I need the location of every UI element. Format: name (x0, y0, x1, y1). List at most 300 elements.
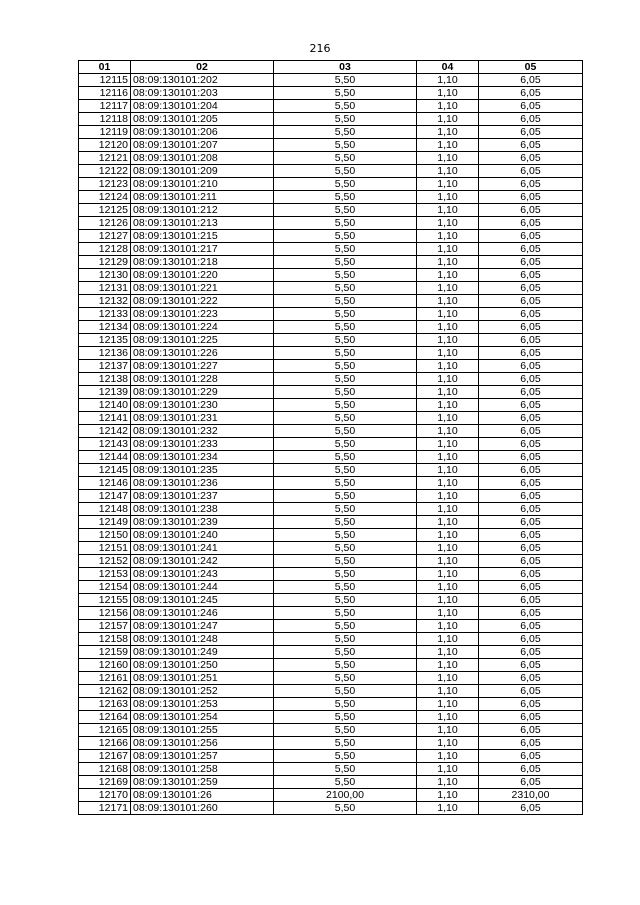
cadastral-number-cell: 08:09:130101:240 (131, 529, 274, 542)
cadastral-number-cell: 08:09:130101:231 (131, 412, 274, 425)
value-05-cell: 6,05 (479, 87, 583, 100)
value-04-cell: 1,10 (417, 646, 479, 659)
data-table (78, 60, 583, 815)
value-05-cell: 6,05 (479, 698, 583, 711)
cadastral-number-cell: 08:09:130101:252 (131, 685, 274, 698)
value-03-cell: 5,50 (274, 607, 417, 620)
cadastral-number-cell: 08:09:130101:253 (131, 698, 274, 711)
value-04-cell: 1,10 (417, 763, 479, 776)
value-05-cell: 6,05 (479, 659, 583, 672)
cadastral-number-cell: 08:09:130101:227 (131, 360, 274, 373)
value-03-cell: 2100,00 (274, 789, 417, 802)
value-04-cell: 1,10 (417, 737, 479, 750)
row-number-cell: 12120 (79, 139, 131, 152)
value-03-cell: 5,50 (274, 594, 417, 607)
value-05-cell: 6,05 (479, 672, 583, 685)
cadastral-number-cell: 08:09:130101:220 (131, 269, 274, 282)
cadastral-number-cell: 08:09:130101:229 (131, 386, 274, 399)
table-row (79, 802, 583, 815)
table-row (79, 724, 583, 737)
value-03-cell: 5,50 (274, 126, 417, 139)
cadastral-number-cell: 08:09:130101:228 (131, 373, 274, 386)
row-number-cell: 12147 (79, 490, 131, 503)
value-04-cell: 1,10 (417, 87, 479, 100)
value-03-cell: 5,50 (274, 113, 417, 126)
cadastral-number-cell: 08:09:130101:26 (131, 789, 274, 802)
value-04-cell: 1,10 (417, 607, 479, 620)
value-05-cell: 6,05 (479, 581, 583, 594)
value-05-cell: 6,05 (479, 555, 583, 568)
value-05-cell: 6,05 (479, 321, 583, 334)
value-05-cell: 6,05 (479, 750, 583, 763)
value-03-cell: 5,50 (274, 295, 417, 308)
value-05-cell: 6,05 (479, 711, 583, 724)
table-row (79, 789, 583, 802)
value-05-cell: 6,05 (479, 308, 583, 321)
table-row (79, 776, 583, 789)
value-05-cell: 6,05 (479, 74, 583, 87)
header-row (79, 61, 583, 74)
cadastral-number-cell: 08:09:130101:250 (131, 659, 274, 672)
table-row (79, 581, 583, 594)
table-row (79, 386, 583, 399)
value-04-cell: 1,10 (417, 295, 479, 308)
value-04-cell: 1,10 (417, 100, 479, 113)
table-row (79, 100, 583, 113)
row-number-cell: 12160 (79, 659, 131, 672)
value-03-cell: 5,50 (274, 438, 417, 451)
row-number-cell: 12136 (79, 347, 131, 360)
table-row (79, 698, 583, 711)
value-05-cell: 6,05 (479, 516, 583, 529)
row-number-cell: 12121 (79, 152, 131, 165)
table-row (79, 256, 583, 269)
table-body (79, 74, 583, 815)
value-05-cell: 6,05 (479, 399, 583, 412)
table-row (79, 568, 583, 581)
cadastral-number-cell: 08:09:130101:248 (131, 633, 274, 646)
table-row (79, 477, 583, 490)
value-03-cell: 5,50 (274, 737, 417, 750)
row-number-cell: 12126 (79, 217, 131, 230)
table-row (79, 646, 583, 659)
value-05-cell: 6,05 (479, 490, 583, 503)
value-03-cell: 5,50 (274, 698, 417, 711)
value-04-cell: 1,10 (417, 568, 479, 581)
value-05-cell: 6,05 (479, 295, 583, 308)
value-04-cell: 1,10 (417, 451, 479, 464)
value-04-cell: 1,10 (417, 152, 479, 165)
value-03-cell: 5,50 (274, 659, 417, 672)
value-04-cell: 1,10 (417, 555, 479, 568)
row-number-cell: 12164 (79, 711, 131, 724)
value-04-cell: 1,10 (417, 672, 479, 685)
value-05-cell: 6,05 (479, 503, 583, 516)
row-number-cell: 12146 (79, 477, 131, 490)
value-04-cell: 1,10 (417, 698, 479, 711)
row-number-cell: 12167 (79, 750, 131, 763)
cadastral-number-cell: 08:09:130101:221 (131, 282, 274, 295)
cadastral-number-cell: 08:09:130101:207 (131, 139, 274, 152)
value-04-cell: 1,10 (417, 74, 479, 87)
table-header (79, 61, 583, 74)
cadastral-number-cell: 08:09:130101:238 (131, 503, 274, 516)
value-05-cell: 6,05 (479, 100, 583, 113)
row-number-cell: 12163 (79, 698, 131, 711)
value-05-cell: 6,05 (479, 763, 583, 776)
cadastral-number-cell: 08:09:130101:233 (131, 438, 274, 451)
cadastral-number-cell: 08:09:130101:251 (131, 672, 274, 685)
column-header-03: 03 (274, 61, 417, 74)
value-05-cell: 6,05 (479, 178, 583, 191)
value-05-cell: 6,05 (479, 230, 583, 243)
value-03-cell: 5,50 (274, 256, 417, 269)
table-row (79, 607, 583, 620)
cadastral-number-cell: 08:09:130101:213 (131, 217, 274, 230)
value-04-cell: 1,10 (417, 516, 479, 529)
value-04-cell: 1,10 (417, 321, 479, 334)
row-number-cell: 12119 (79, 126, 131, 139)
row-number-cell: 12144 (79, 451, 131, 464)
value-05-cell: 6,05 (479, 256, 583, 269)
value-03-cell: 5,50 (274, 477, 417, 490)
value-04-cell: 1,10 (417, 529, 479, 542)
row-number-cell: 12128 (79, 243, 131, 256)
cadastral-number-cell: 08:09:130101:257 (131, 750, 274, 763)
table-row (79, 633, 583, 646)
column-header-01: 01 (79, 61, 131, 74)
value-05-cell: 6,05 (479, 204, 583, 217)
value-03-cell: 5,50 (274, 529, 417, 542)
value-05-cell: 6,05 (479, 126, 583, 139)
row-number-cell: 12138 (79, 373, 131, 386)
value-03-cell: 5,50 (274, 386, 417, 399)
value-04-cell: 1,10 (417, 256, 479, 269)
row-number-cell: 12139 (79, 386, 131, 399)
table-row (79, 659, 583, 672)
row-number-cell: 12152 (79, 555, 131, 568)
value-05-cell: 6,05 (479, 243, 583, 256)
cadastral-number-cell: 08:09:130101:202 (131, 74, 274, 87)
value-04-cell: 1,10 (417, 581, 479, 594)
cadastral-number-cell: 08:09:130101:254 (131, 711, 274, 724)
value-04-cell: 1,10 (417, 724, 479, 737)
table-row (79, 334, 583, 347)
table-row (79, 737, 583, 750)
value-04-cell: 1,10 (417, 360, 479, 373)
row-number-cell: 12140 (79, 399, 131, 412)
row-number-cell: 12127 (79, 230, 131, 243)
row-number-cell: 12124 (79, 191, 131, 204)
value-03-cell: 5,50 (274, 464, 417, 477)
value-03-cell: 5,50 (274, 282, 417, 295)
value-03-cell: 5,50 (274, 763, 417, 776)
value-04-cell: 1,10 (417, 282, 479, 295)
cadastral-number-cell: 08:09:130101:217 (131, 243, 274, 256)
row-number-cell: 12150 (79, 529, 131, 542)
value-04-cell: 1,10 (417, 126, 479, 139)
row-number-cell: 12129 (79, 256, 131, 269)
value-03-cell: 5,50 (274, 87, 417, 100)
row-number-cell: 12153 (79, 568, 131, 581)
cadastral-number-cell: 08:09:130101:222 (131, 295, 274, 308)
value-05-cell: 6,05 (479, 113, 583, 126)
table-row (79, 217, 583, 230)
cadastral-number-cell: 08:09:130101:242 (131, 555, 274, 568)
value-04-cell: 1,10 (417, 776, 479, 789)
value-05-cell: 6,05 (479, 685, 583, 698)
row-number-cell: 12118 (79, 113, 131, 126)
value-04-cell: 1,10 (417, 490, 479, 503)
value-03-cell: 5,50 (274, 204, 417, 217)
table-row (79, 711, 583, 724)
value-05-cell: 6,05 (479, 438, 583, 451)
value-03-cell: 5,50 (274, 711, 417, 724)
table-row (79, 87, 583, 100)
table-row (79, 126, 583, 139)
value-03-cell: 5,50 (274, 425, 417, 438)
value-03-cell: 5,50 (274, 74, 417, 87)
value-04-cell: 1,10 (417, 204, 479, 217)
column-header-02: 02 (131, 61, 274, 74)
cadastral-number-cell: 08:09:130101:237 (131, 490, 274, 503)
table-row (79, 620, 583, 633)
table-row (79, 594, 583, 607)
value-03-cell: 5,50 (274, 581, 417, 594)
value-04-cell: 1,10 (417, 685, 479, 698)
value-03-cell: 5,50 (274, 334, 417, 347)
cadastral-number-cell: 08:09:130101:204 (131, 100, 274, 113)
row-number-cell: 12151 (79, 542, 131, 555)
value-04-cell: 1,10 (417, 711, 479, 724)
row-number-cell: 12115 (79, 74, 131, 87)
value-03-cell: 5,50 (274, 620, 417, 633)
table-row (79, 516, 583, 529)
value-04-cell: 1,10 (417, 633, 479, 646)
value-03-cell: 5,50 (274, 360, 417, 373)
table-row (79, 360, 583, 373)
table-row (79, 503, 583, 516)
value-05-cell: 6,05 (479, 217, 583, 230)
table-row (79, 308, 583, 321)
value-03-cell: 5,50 (274, 724, 417, 737)
row-number-cell: 12116 (79, 87, 131, 100)
cadastral-number-cell: 08:09:130101:223 (131, 308, 274, 321)
row-number-cell: 12132 (79, 295, 131, 308)
table-row (79, 750, 583, 763)
cadastral-number-cell: 08:09:130101:218 (131, 256, 274, 269)
row-number-cell: 12161 (79, 672, 131, 685)
table-row (79, 230, 583, 243)
value-04-cell: 1,10 (417, 425, 479, 438)
value-04-cell: 1,10 (417, 620, 479, 633)
value-05-cell: 6,05 (479, 646, 583, 659)
cadastral-number-cell: 08:09:130101:226 (131, 347, 274, 360)
table-row (79, 542, 583, 555)
value-04-cell: 1,10 (417, 789, 479, 802)
table-row (79, 152, 583, 165)
row-number-cell: 12148 (79, 503, 131, 516)
value-04-cell: 1,10 (417, 165, 479, 178)
value-03-cell: 5,50 (274, 217, 417, 230)
value-03-cell: 5,50 (274, 165, 417, 178)
value-03-cell: 5,50 (274, 633, 417, 646)
value-04-cell: 1,10 (417, 269, 479, 282)
table-row (79, 451, 583, 464)
cadastral-number-cell: 08:09:130101:256 (131, 737, 274, 750)
table-row (79, 243, 583, 256)
cadastral-number-cell: 08:09:130101:205 (131, 113, 274, 126)
value-05-cell: 6,05 (479, 152, 583, 165)
value-03-cell: 5,50 (274, 685, 417, 698)
value-03-cell: 5,50 (274, 321, 417, 334)
table-row (79, 685, 583, 698)
value-03-cell: 5,50 (274, 503, 417, 516)
row-number-cell: 12169 (79, 776, 131, 789)
value-05-cell: 6,05 (479, 269, 583, 282)
value-03-cell: 5,50 (274, 490, 417, 503)
row-number-cell: 12125 (79, 204, 131, 217)
cadastral-number-cell: 08:09:130101:260 (131, 802, 274, 815)
row-number-cell: 12165 (79, 724, 131, 737)
table-row (79, 139, 583, 152)
row-number-cell: 12131 (79, 282, 131, 295)
value-04-cell: 1,10 (417, 399, 479, 412)
table-row (79, 490, 583, 503)
table-row (79, 282, 583, 295)
row-number-cell: 12134 (79, 321, 131, 334)
table-row (79, 295, 583, 308)
table-row (79, 204, 583, 217)
value-03-cell: 5,50 (274, 672, 417, 685)
row-number-cell: 12130 (79, 269, 131, 282)
value-04-cell: 1,10 (417, 477, 479, 490)
value-05-cell: 6,05 (479, 737, 583, 750)
cadastral-number-cell: 08:09:130101:244 (131, 581, 274, 594)
table-row (79, 412, 583, 425)
cadastral-number-cell: 08:09:130101:210 (131, 178, 274, 191)
value-03-cell: 5,50 (274, 776, 417, 789)
row-number-cell: 12170 (79, 789, 131, 802)
table-row (79, 438, 583, 451)
cadastral-number-cell: 08:09:130101:239 (131, 516, 274, 529)
row-number-cell: 12141 (79, 412, 131, 425)
value-05-cell: 6,05 (479, 542, 583, 555)
value-05-cell: 6,05 (479, 724, 583, 737)
table-row (79, 763, 583, 776)
cadastral-number-cell: 08:09:130101:215 (131, 230, 274, 243)
table-row (79, 555, 583, 568)
cadastral-number-cell: 08:09:130101:259 (131, 776, 274, 789)
cadastral-number-cell: 08:09:130101:232 (131, 425, 274, 438)
row-number-cell: 12123 (79, 178, 131, 191)
value-03-cell: 5,50 (274, 308, 417, 321)
value-03-cell: 5,50 (274, 555, 417, 568)
value-04-cell: 1,10 (417, 373, 479, 386)
value-04-cell: 1,10 (417, 308, 479, 321)
value-03-cell: 5,50 (274, 269, 417, 282)
value-03-cell: 5,50 (274, 191, 417, 204)
cadastral-number-cell: 08:09:130101:236 (131, 477, 274, 490)
row-number-cell: 12157 (79, 620, 131, 633)
cadastral-number-cell: 08:09:130101:235 (131, 464, 274, 477)
value-04-cell: 1,10 (417, 802, 479, 815)
row-number-cell: 12117 (79, 100, 131, 113)
value-04-cell: 1,10 (417, 217, 479, 230)
value-05-cell: 6,05 (479, 776, 583, 789)
value-05-cell: 6,05 (479, 347, 583, 360)
value-03-cell: 5,50 (274, 230, 417, 243)
table-row (79, 321, 583, 334)
value-04-cell: 1,10 (417, 334, 479, 347)
value-03-cell: 5,50 (274, 542, 417, 555)
value-03-cell: 5,50 (274, 100, 417, 113)
value-05-cell: 6,05 (479, 477, 583, 490)
row-number-cell: 12162 (79, 685, 131, 698)
row-number-cell: 12171 (79, 802, 131, 815)
value-04-cell: 1,10 (417, 594, 479, 607)
table-row (79, 672, 583, 685)
value-03-cell: 5,50 (274, 152, 417, 165)
value-05-cell: 6,05 (479, 139, 583, 152)
cadastral-number-cell: 08:09:130101:234 (131, 451, 274, 464)
table-row (79, 165, 583, 178)
value-04-cell: 1,10 (417, 503, 479, 516)
cadastral-number-cell: 08:09:130101:258 (131, 763, 274, 776)
cadastral-number-cell: 08:09:130101:241 (131, 542, 274, 555)
table-row (79, 347, 583, 360)
row-number-cell: 12135 (79, 334, 131, 347)
row-number-cell: 12168 (79, 763, 131, 776)
table-row (79, 425, 583, 438)
table-row (79, 269, 583, 282)
row-number-cell: 12156 (79, 607, 131, 620)
table-row (79, 529, 583, 542)
value-03-cell: 5,50 (274, 750, 417, 763)
row-number-cell: 12154 (79, 581, 131, 594)
value-04-cell: 1,10 (417, 191, 479, 204)
value-05-cell: 6,05 (479, 412, 583, 425)
row-number-cell: 12145 (79, 464, 131, 477)
row-number-cell: 12158 (79, 633, 131, 646)
cadastral-number-cell: 08:09:130101:249 (131, 646, 274, 659)
table-row (79, 178, 583, 191)
column-header-04: 04 (417, 61, 479, 74)
cadastral-number-cell: 08:09:130101:209 (131, 165, 274, 178)
value-03-cell: 5,50 (274, 451, 417, 464)
value-04-cell: 1,10 (417, 659, 479, 672)
table-row (79, 74, 583, 87)
value-05-cell: 2310,00 (479, 789, 583, 802)
cadastral-number-cell: 08:09:130101:246 (131, 607, 274, 620)
cadastral-number-cell: 08:09:130101:230 (131, 399, 274, 412)
row-number-cell: 12143 (79, 438, 131, 451)
row-number-cell: 12133 (79, 308, 131, 321)
cadastral-number-cell: 08:09:130101:255 (131, 724, 274, 737)
value-04-cell: 1,10 (417, 750, 479, 763)
value-03-cell: 5,50 (274, 516, 417, 529)
value-05-cell: 6,05 (479, 282, 583, 295)
value-05-cell: 6,05 (479, 360, 583, 373)
value-04-cell: 1,10 (417, 386, 479, 399)
value-05-cell: 6,05 (479, 373, 583, 386)
value-04-cell: 1,10 (417, 464, 479, 477)
value-03-cell: 5,50 (274, 139, 417, 152)
value-03-cell: 5,50 (274, 568, 417, 581)
value-05-cell: 6,05 (479, 425, 583, 438)
row-number-cell: 12137 (79, 360, 131, 373)
value-05-cell: 6,05 (479, 620, 583, 633)
